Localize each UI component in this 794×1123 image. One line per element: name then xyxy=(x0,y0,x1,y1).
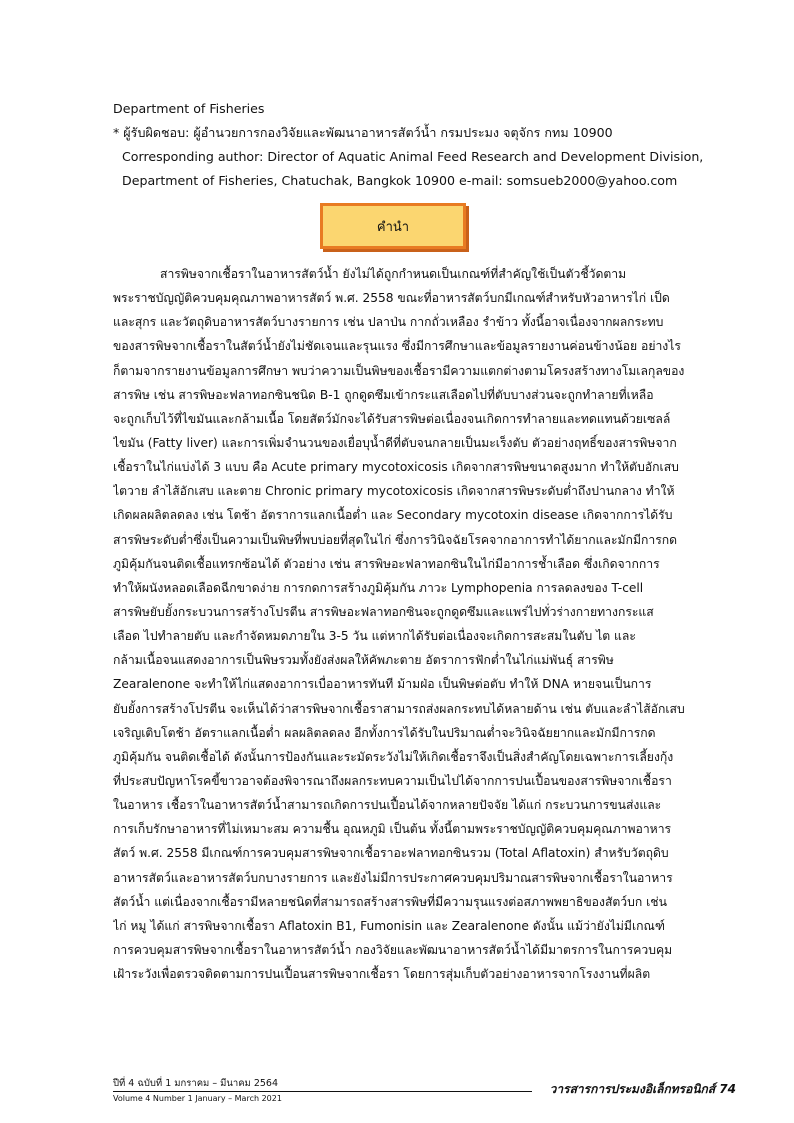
body-paragraph xyxy=(113,262,717,986)
body-line: ในอาหาร เชื้อราในอาหารสัตว์น้ำสามารถเกิดการปนเปื้อนได้จากหลายปัจจัย ได้แก่ กระบวนการขนส่งและ xyxy=(113,798,662,813)
body-line: Zearalenone จะทำให้ไก่แสดงอาการเบื่ออาหารทันที ม้ามฝ่อ เป็นพิษต่อตับ ทำให้ DNA หายจนเป็นการ xyxy=(113,677,652,692)
section-heading-text: คำนำ xyxy=(376,219,410,235)
body-line: เกิดผลผลิตลดลง เช่น โตช้า อัตราการแลกเนื้อต่ำ และ Secondary mycotoxin disease เกิดจากการได้รับ xyxy=(113,508,673,523)
body-line: สารพิษระดับต่ำซึ่งเป็นความเป็นพิษที่พบบ่อยที่สุดในไก่ ซึ่งการวินิจฉัยโรคจากอาการทำได้ยากและมักมีการกด xyxy=(113,532,678,547)
affiliation-department: Department of Fisheries xyxy=(113,101,265,116)
body-line: สารพิษ เช่น สารพิษอะฟลาทอกซินชนิด B-1 ถูกดูดซึมเข้ากระแสเลือดไปที่ตับบางส่วนจะถูกทำลายที่เหลือ xyxy=(113,387,654,402)
affiliation-address-email: Department of Fisheries, Chatuchak, Bangkok 10900 e-mail: somsueb2000@yahoo.com xyxy=(122,173,678,188)
page-footer xyxy=(113,1077,736,1107)
body-line: ภูมิคุ้มกันจนติดเชื้อแทรกซ้อนได้ ตัวอย่าง เช่น สารพิษอะฟลาทอกซินในไก่มีอาการช้ำเลือด ซึ่งเกิดจากการ xyxy=(113,556,660,571)
body-line: เจริญเติบโตช้า อัตราแลกเนื้อต่ำ ผลผลิตลดลง อีกทั้งการได้รับในปริมาณต่ำจะวินิจฉัยยากและมักมีการกด xyxy=(113,725,656,740)
body-line: การเก็บรักษาอาหารที่ไม่เหมาะสม ความชื้น อุณหภูมิ เป็นต้น ทั้งนี้ตามพระราชบัญญัติควบคุมคุณภาพอาหาร xyxy=(113,822,672,837)
body-line: ไก่ หมู ได้แก่ สารพิษจากเชื้อรา Aflatoxin B1, Fumonisin และ Zearalenone ดังนั้น แม้ว่ายังไม่มีเกณฑ์ xyxy=(113,918,665,933)
body-line: สัตว์น้ำ แต่เนื่องจากเชื้อรามีหลายชนิดที่สามารถสร้างสารพิษที่มีความรุนแรงต่อสภาพพยาธิของสัตว์บก เช่น xyxy=(113,894,667,909)
body-line: การควบคุมสารพิษจากเชื้อราในอาหารสัตว์น้ำ กองวิจัยและพัฒนาอาหารสัตว์น้ำได้มีมาตรการในการควบคุม xyxy=(113,942,673,957)
footer-issue-english: Volume 4 Number 1 January – March 2021 xyxy=(113,1094,282,1103)
body-line: เฝ้าระวังเพื่อตรวจติดตามการปนเปื้อนสารพิษจากเชื้อรา โดยการสุ่มเก็บตัวอย่างอาหารจากโรงงานที่ผลิต xyxy=(113,967,651,982)
body-line: พระราชบัญญัติควบคุมคุณภาพอาหารสัตว์ พ.ศ. 2558 ขณะที่อาหารสัตว์บกมีเกณฑ์สำหรับหัวอาหารไก่ เป็ด xyxy=(113,291,670,306)
body-line: และสุกร และวัตถุดิบอาหารสัตว์บางรายการ เช่น ปลาป่น กากถั่วเหลือง รำข้าว ทั้งนี้อาจเนื่องจากผลกระทบ xyxy=(113,315,664,330)
footer-issue-thai: ปีที่ 4 ฉบับที่ 1 มกราคม – มีนาคม 2564 xyxy=(113,1078,279,1089)
body-line: ทำให้ผนังหลอดเลือดฉีกขาดง่าย การกดการสร้างภูมิคุ้มกัน ภาวะ Lymphopenia การลดลงของ T-cell xyxy=(113,580,644,595)
section-heading-introduction xyxy=(320,203,466,249)
body-line: สารพิษจากเชื้อราในอาหารสัตว์น้ำ ยังไม่ได้ถูกกำหนดเป็นเกณฑ์ที่สำคัญใช้เป็นตัวชี้วัดตาม xyxy=(160,267,627,281)
body-line: เชื้อราในไก่แบ่งได้ 3 แบบ คือ Acute primary mycotoxicosis เกิดจากสารพิษขนาดสูงมาก ทำให้ตับอักเสบ xyxy=(113,460,679,475)
body-line: สัตว์ พ.ศ. 2558 มีเกณฑ์การควบคุมสารพิษจากเชื้อราอะฟลาทอกซินรวม (Total Aflatoxin) สำหรับวัตถุดิบ xyxy=(113,846,669,861)
body-line: เลือด ไปทำลายตับ และกำจัดหมดภายใน 3-5 วัน แต่หากได้รับต่อเนื่องจะเกิดการสะสมในตับ ไต และ xyxy=(113,629,636,644)
body-line: ของสารพิษจากเชื้อราในสัตว์น้ำยังไม่ชัดเจนและรุนแรง ซึ่งมีการศึกษาและข้อมูลรายงานค่อนข้างน้อย อย่างไร xyxy=(113,339,681,354)
affiliation-corresponding-author: Corresponding author: Director of Aquatic Animal Feed Research and Development Division, xyxy=(122,149,704,164)
body-line: ไตวาย ลำไส้อักเสบ และตาย Chronic primary mycotoxicosis เกิดจากสารพิษระดับต่ำถึงปานกลาง ทำให้ xyxy=(113,484,675,499)
body-line: อาหารสัตว์และอาหารสัตว์บกบางรายการ และยังไม่มีการประกาศควบคุมปริมาณสารพิษจากเชื้อราในอาหาร xyxy=(113,870,673,885)
body-line: ภูมิคุ้มกัน จนติดเชื้อได้ ดังนั้นการป้องกันและระมัดระวังไม่ให้เกิดเชื้อราจึงเป็นสิ่งสำคัญโดยเฉพาะการเลี้ยงกุ้ง xyxy=(113,749,674,764)
body-line: ที่ประสบปัญหาโรคขี้ขาวอาจต้องพิจารณาถึงผลกระทบความเป็นไปได้จากการปนเปื้อนของสารพิษจากเชื้อรา xyxy=(113,773,672,788)
body-line: ก็ตามจากรายงานข้อมูลการศึกษา พบว่าความเป็นพิษของเชื้อรามีความแตกต่างตามโครงสร้างทางโมเลกุลของ xyxy=(113,363,685,378)
body-line: สารพิษยับยั้งกระบวนการสร้างโปรตีน สารพิษอะฟลาทอกซินจะถูกดูดซึมและแพร่ไปทั่วร่างกายทางกระแส xyxy=(113,604,654,619)
affiliation-responsible-thai: * ผู้รับผิดชอบ: ผู้อำนวยการกองวิจัยและพัฒนาอาหารสัตว์น้ำ กรมประมง จตุจักร กทม 10900 xyxy=(113,125,613,140)
body-line: ยับยั้งการสร้างโปรตีน จะเห็นได้ว่าสารพิษจากเชื้อราสามารถส่งผลกระทบได้หลายด้าน เช่น ตับและลำไส้อักเสบ xyxy=(113,701,685,716)
body-line: ไขมัน (Fatty liver) และการเพิ่มจำนวนของเยื่อบุน้ำดีที่ตับจนกลายเป็นมะเร็งตับ ตัวอย่างฤทธิ์ของสารพิษจาก xyxy=(113,435,677,450)
body-line: กล้ามเนื้อจนแสดงอาการเป็นพิษรวมทั้งยังส่งผลให้คัพภะตาย อัตราการฟักต่ำในไก่แม่พันธุ์ สารพิษ xyxy=(113,653,614,668)
footer-journal-page: วารสารการประมงอิเล็กทรอนิกส์ 74 xyxy=(549,1082,736,1096)
body-line: จะถูกเก็บไว้ที่ไขมันและกล้ามเนื้อ โดยสัตว์มักจะได้รับสารพิษต่อเนื่องจนเกิดการทำลายและทดแทนด้วยเซลล์ xyxy=(113,411,671,426)
footer-rule xyxy=(113,1091,532,1092)
